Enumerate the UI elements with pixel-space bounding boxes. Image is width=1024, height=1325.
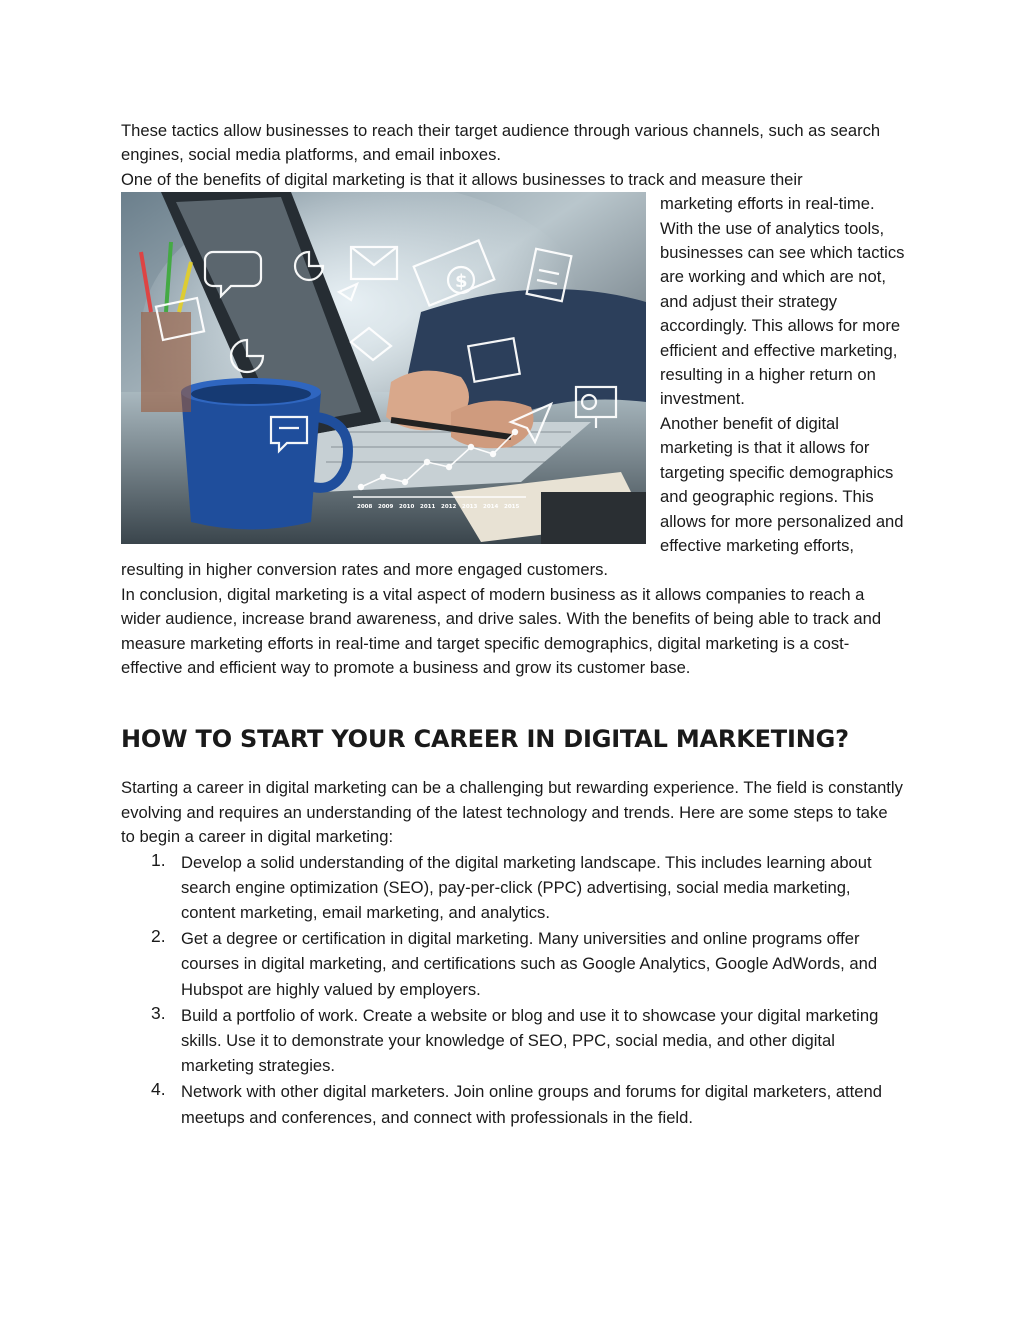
digital-marketing-image bbox=[121, 192, 646, 544]
paragraph-tactics: These tactics allow businesses to reach their target audience through various channels, such as search engines, social media platforms, and email inboxes. bbox=[121, 121, 881, 165]
digital-marketing-photo-icon bbox=[121, 192, 646, 544]
list-item-text: Build a portfolio of work. Create a website or blog and use it to showcase your digital marketing skills. Use it to demonstrate your knowledge of SEO, PPC, social media, and other digital marketing strategies. bbox=[181, 1005, 879, 1076]
list-item bbox=[121, 926, 905, 1002]
paragraph-targeting: Another benefit of digital marketing is that it allows for targeting specific demographics and geographic regions. This allows for more personalized and effective marketing efforts, resulting in higher conversion rates and more engaged customers. bbox=[121, 413, 904, 580]
chart-year-label: 2015 bbox=[504, 504, 520, 511]
svg-text:$: $ bbox=[455, 271, 468, 293]
steps-list bbox=[121, 850, 905, 1130]
chart-year-label: 2014 bbox=[483, 504, 499, 511]
chart-year-label: 2013 bbox=[462, 504, 478, 511]
list-item bbox=[121, 1079, 905, 1129]
document-page bbox=[121, 119, 905, 1131]
paragraph-benefits-line1: One of the benefits of digital marketing is that it allows businesses to track and measure their bbox=[121, 169, 803, 189]
list-item-text: Develop a solid understanding of the digital marketing landscape. This includes learning about search engine optimization (SEO), pay-per-click (PPC) advertising, social media marketing, content marketing, email marketing, and analytics. bbox=[181, 852, 872, 922]
section-heading: HOW TO START YOUR CAREER IN DIGITAL MARKETING? bbox=[121, 725, 849, 754]
section-intro: Starting a career in digital marketing can be a challenging but rewarding experience. The field is constantly evolving and requires an understanding of the latest technology and trends. Here are some steps to take to begin a career in digital marketing: bbox=[121, 778, 903, 847]
chart-year-label: 2009 bbox=[378, 504, 394, 511]
list-item bbox=[121, 1003, 905, 1079]
list-item bbox=[121, 850, 905, 926]
list-item-number: 4. bbox=[151, 1079, 166, 1100]
paragraph-conclusion: In conclusion, digital marketing is a vital aspect of modern business as it allows companies to reach a wider audience, increase brand awareness, and drive sales. With the benefits of being able to track and measure marketing efforts in real-time and target specific demographics, digital marketing is a cost-effective and efficient way to promote a business and grow its customer base. bbox=[121, 584, 882, 677]
list-item-text: Network with other digital marketers. Join online groups and forums for digital marketers, attend meetups and conferences, and connect with professionals in the field. bbox=[181, 1082, 882, 1127]
list-item-text: Get a degree or certification in digital marketing. Many universities and online programs offer courses in digital marketing, and certifications such as Google Analytics, Google AdWords, and Hubspot are highly valued by employers. bbox=[181, 929, 878, 999]
chart-year-label: 2011 bbox=[420, 504, 436, 511]
list-item-number: 2. bbox=[151, 926, 166, 947]
chart-year-label: 2008 bbox=[357, 504, 373, 511]
chart-year-label: 2012 bbox=[441, 504, 457, 511]
list-item-number: 3. bbox=[151, 1002, 166, 1023]
chart-year-label: 2010 bbox=[399, 504, 415, 511]
paragraph-benefits-rest: marketing efforts in real-time. With the use of analytics tools, businesses can see which tactics are working and which are not, and adjust their strategy accordingly. This allows for more efficient and effective marketing, resulting in a higher return on investment. bbox=[660, 194, 905, 409]
list-item-number: 1. bbox=[151, 849, 166, 870]
